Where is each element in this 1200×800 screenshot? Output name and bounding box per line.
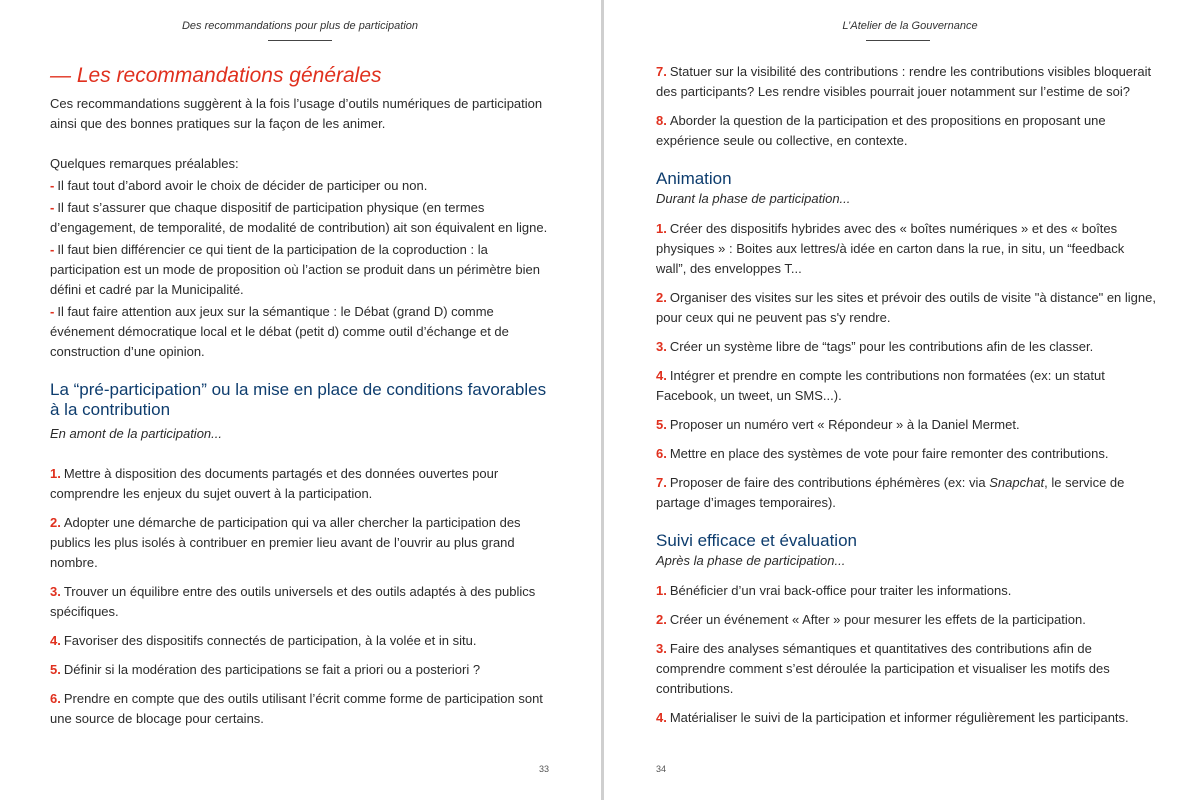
list-item: 1. Mettre à disposition des documents partagés et des données ouvertes pour comprendre les enjeux du sujet ouvert à la participation. — [50, 466, 499, 501]
running-head-rule-right — [866, 40, 930, 41]
right-page — [604, 0, 1200, 800]
list-item: 2. Adopter une démarche de participation qui va aller chercher la participation des publics les plus isolés à contribuer en premier lieu avant de l’ouvrir au plus grand nombre. — [50, 515, 521, 570]
left-page-content — [50, 62, 556, 738]
list-item: 6. Mettre en place des systèmes de vote pour faire remonter des contributions. — [656, 446, 1109, 461]
list-item: 3. Faire des analyses sémantiques et quantitatives des contributions afin de comprendre comment s’est déroulée la participation et visualiser les motifs des contributions. — [656, 641, 1110, 696]
subsection-subtitle-animation: Durant la phase de participation... — [656, 191, 851, 206]
remark-item: - Il faut bien différencier ce qui tient de la participation de la coproduction : la participation est un mode de proposition où l’action se produit dans un périmètre bien défini et cadré par la Municipalité. — [50, 242, 540, 297]
list-item: 1. Créer des dispositifs hybrides avec des « boîtes numériques » et des « boîtes physiques » : Boites aux lettres/à idée en carton dans la rue, in situ, un “feedback wall”, des enveloppes T... — [656, 221, 1125, 276]
page-number-left: 33 — [539, 764, 550, 774]
list-item: 4. Intégrer et prendre en compte les contributions non formatées (ex: un statut Facebook, un tweet, un SMS...). — [656, 368, 1105, 403]
snapchat-emphasis: Snapchat — [989, 475, 1045, 490]
intro-paragraph: Ces recommandations suggèrent à la fois l’usage d’outils numériques de participation ainsi que des bonnes pratiques sur la façon de les animer. — [50, 96, 543, 131]
list-item: 7. Statuer sur la visibilité des contributions : rendre les contributions visibles bloquerait des participants? Les rendre visibles pourrait jouer notamment sur l’estime de soi? — [656, 64, 1152, 99]
subsection-title-followup: Suivi efficace et évaluation — [656, 531, 857, 550]
list-item: 1. Bénéficier d’un vrai back-office pour traiter les informations. — [656, 583, 1012, 598]
list-item: 8. Aborder la question de la participation et des propositions en proposant une expérience seule ou collective, en contexte. — [656, 113, 1106, 148]
list-item: 5. Définir si la modération des participations se fait a priori ou a posteriori ? — [50, 662, 481, 677]
list-item: 3. Créer un système libre de “tags” pour les contributions afin de les classer. — [656, 339, 1094, 354]
remarks-heading: Quelques remarques préalables: — [50, 156, 239, 171]
remark-item: - Il faut s’assurer que chaque dispositif de participation physique (en termes d’engagement, de temporalité, de modalité de contribution) ait son équivalent en ligne. — [50, 200, 548, 235]
remark-item: - Il faut faire attention aux jeux sur la sémantique : le Débat (grand D) comme événement démocratique local et le débat (petit d) comme outil d’échange et de construction d’une opinion. — [50, 304, 509, 359]
running-head-right: L’Atelier de la Gouvernance — [842, 20, 978, 32]
list-item: 2. Organiser des visites sur les sites et prévoir des outils de visite "à distance" en ligne, pour ceux qui ne peuvent pas s'y rendre. — [656, 290, 1156, 325]
subsection-title-animation: Animation — [656, 169, 732, 188]
page-number-right: 34 — [656, 764, 667, 774]
subsection-subtitle-preparticipation: En amont de la participation... — [50, 426, 222, 441]
list-item: 7. Proposer de faire des contributions éphémères (ex: via Snapchat, le service de partage d’images temporaires). — [656, 475, 1125, 510]
list-item: 5. Proposer un numéro vert « Répondeur » à la Daniel Mermet. — [656, 417, 1020, 432]
section-title: — Les recommandations générales — [50, 64, 382, 87]
list-item: 4. Favoriser des dispositifs connectés de participation, à la volée et in situ. — [50, 633, 477, 648]
remark-item: - Il faut tout d’abord avoir le choix de décider de participer ou non. — [50, 178, 428, 193]
list-item: 6. Prendre en compte que des outils utilisant l’écrit comme forme de participation sont une source de blocage pour certains. — [50, 691, 543, 726]
subsection-title-preparticipation: La “pré-participation” ou la mise en place de conditions favorables à la contribution — [50, 380, 547, 419]
running-head-left: Des recommandations pour plus de participation — [181, 20, 419, 32]
subsection-subtitle-followup: Après la phase de participation... — [656, 553, 846, 568]
list-item: 2. Créer un événement « After » pour mesurer les effets de la participation. — [656, 612, 1086, 627]
list-item: 3. Trouver un équilibre entre des outils universels et des outils adaptés à des publics spécifiques. — [50, 584, 536, 619]
running-head-rule-left — [268, 40, 332, 41]
right-page-content — [656, 62, 1156, 737]
list-item: 4. Matérialiser le suivi de la participation et informer régulièrement les participants. — [656, 710, 1129, 725]
